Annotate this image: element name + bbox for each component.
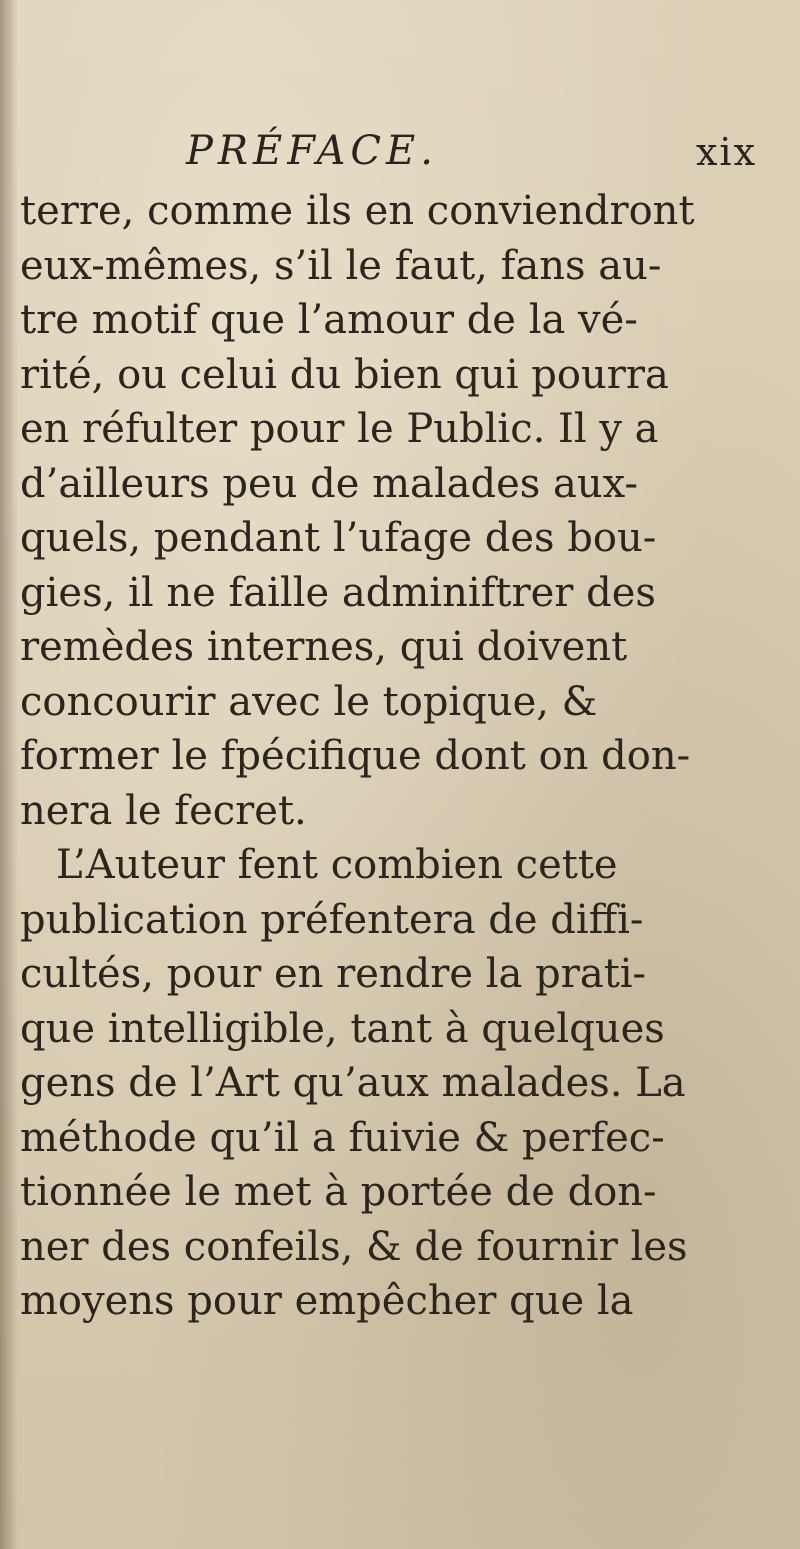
text-line: remèdes internes, qui doivent: [20, 624, 628, 670]
running-head: [0, 128, 800, 188]
text-line: méthode qu’il a fuivie & perfec-: [20, 1114, 665, 1161]
text-line: gies, il ne faille adminiftrer des: [20, 569, 656, 616]
text-line: tionnée le met à portée de don-: [20, 1169, 657, 1215]
text-line: concourir avec le topique, &: [20, 678, 598, 725]
text-line: gens de l’Art qu’aux malades. La: [20, 1060, 686, 1106]
body-text: [20, 184, 720, 1329]
paragraph-start-line: L’Auteur fent combien cette: [56, 842, 618, 888]
text-line: cultés, pour en rendre la prati-: [20, 951, 647, 997]
text-line: en réfulter pour le Public. Il y a: [20, 406, 659, 452]
page-number: xix: [696, 130, 758, 174]
running-title: PRÉFACE.: [186, 128, 438, 174]
text-line: former le fpécifique dont on don-: [20, 733, 691, 779]
text-line: nera le fecret.: [20, 787, 307, 834]
text-line: eux-mêmes, s’il le faut, fans au-: [20, 242, 662, 289]
text-line: tre motif que l’amour de la vé-: [20, 297, 638, 343]
text-line: quels, pendant l’ufage des bou-: [20, 515, 657, 561]
text-line: rité, ou celui du bien qui pourra: [20, 351, 669, 398]
text-line: d’ailleurs peu de malades aux-: [20, 460, 639, 507]
text-line: que intelligible, tant à quelques: [20, 1005, 665, 1052]
text-line: ner des confeils, & de fournir les: [20, 1223, 688, 1270]
text-line: publication préfentera de diffi-: [20, 896, 644, 943]
text-line: moyens pour empêcher que la: [20, 1278, 634, 1324]
text-line: terre, comme ils en conviendront: [20, 188, 695, 234]
gutter-shadow: [0, 0, 18, 1549]
